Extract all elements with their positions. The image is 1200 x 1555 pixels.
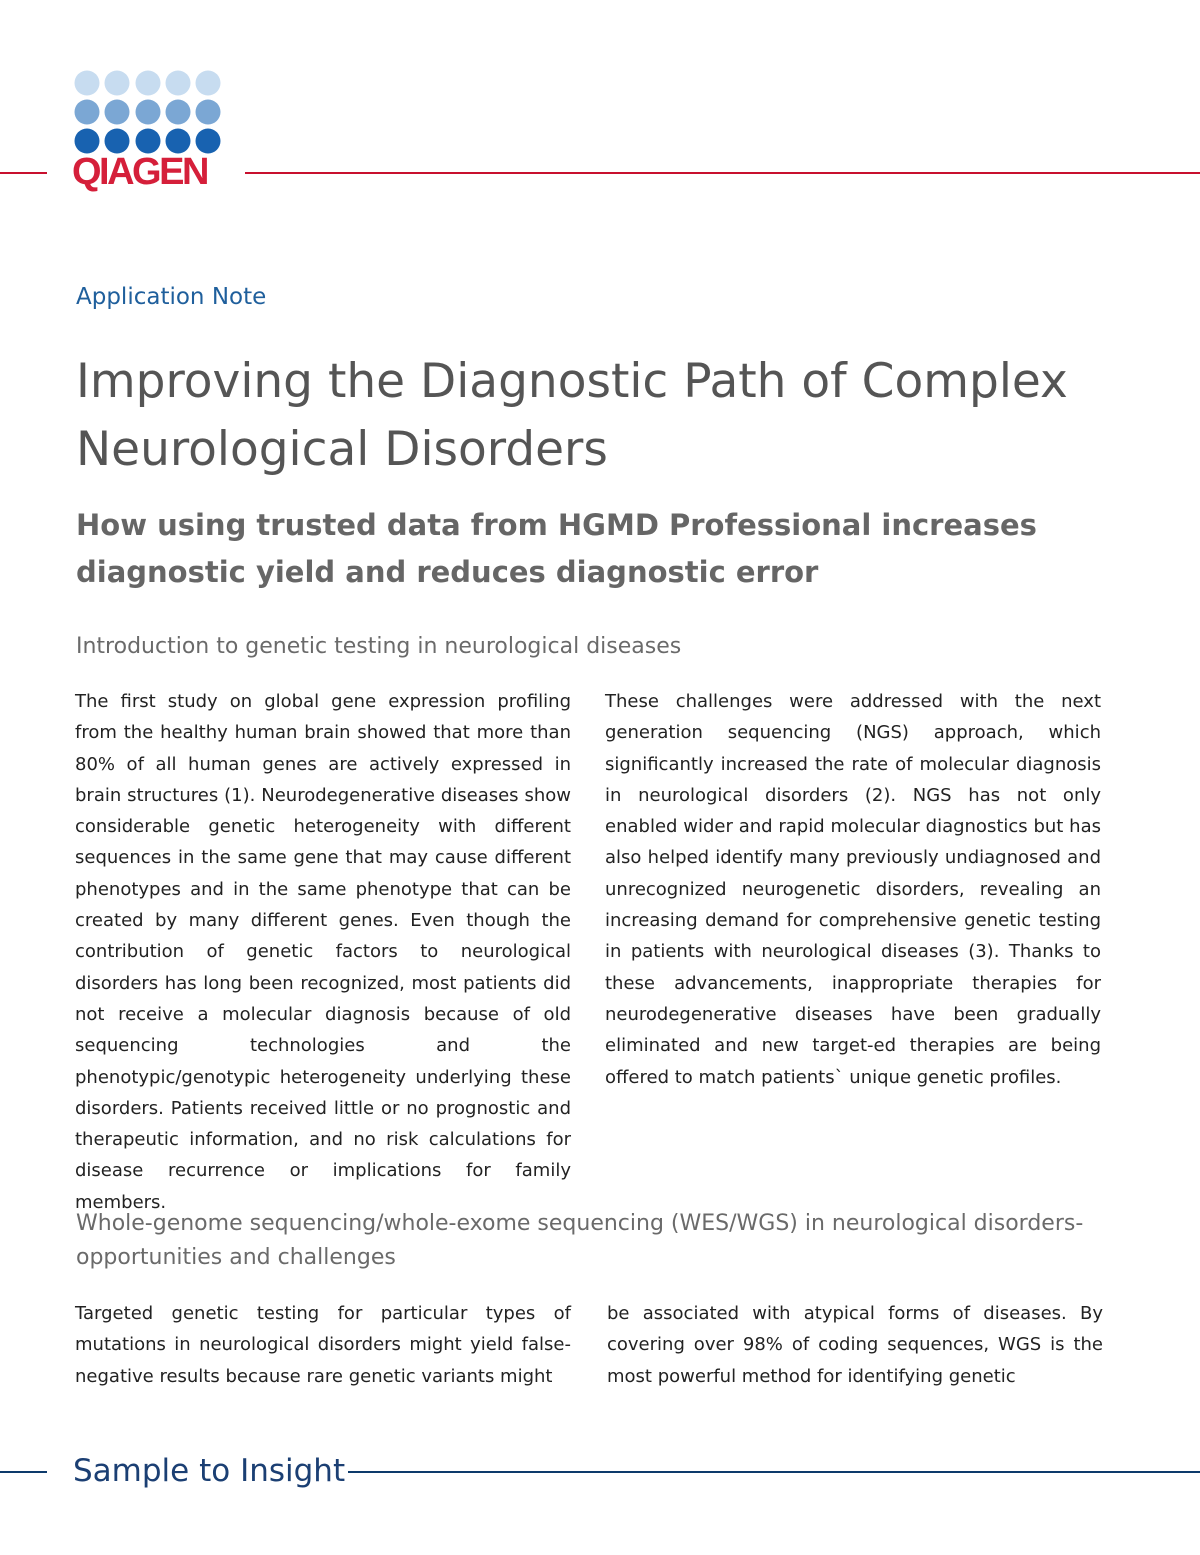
footer-rule-right bbox=[348, 1471, 1200, 1473]
body-paragraph-right: These challenges were addressed with the next generation sequencing (NGS) approach, which significantly increased the rate of molecular diagnosis in neurological disorders (2). NGS has not only enabled wider and rapid molecular diagnostics but has also helped identify many previously undiagnosed and unrecognized neurogenetic disorders, revealing an increasing demand for comprehensive genetic testing in patients with neurological diseases (3). Thanks to these advancements, inappropriate therapies for neurodegenerative diseases have been gradually eliminated and new target-ed therapies are being offered to match patients` unique genetic profiles. bbox=[605, 691, 1101, 1088]
page-title: Improving the Diagnostic Path of Complex Neurological Disorders bbox=[76, 354, 1068, 477]
document-type-label: Application Note bbox=[76, 284, 267, 310]
header-rule-right bbox=[245, 172, 1200, 174]
header-rule-left bbox=[0, 172, 47, 174]
page-subtitle: How using trusted data from HGMD Professional increases diagnostic yield and reduces diagnostic error bbox=[76, 508, 1037, 589]
body-paragraph-left: The first study on global gene expression profiling from the healthy human brain showed that more than 80% of all human genes are actively expressed in brain structures (1). Neurodegenerative diseases show considerable genetic heterogeneity with different sequences in the same gene that may cause different phenotypes and in the same phenotype that can be created by many different genes. Even though the contribution of genetic factors to neurological disorders has long been recognized, most patients did not receive a molecular diagnosis because of old sequencing technologies and the phenotypic/genotypic heterogeneity underlying these disorders. Patients received little or no prognostic and therapeutic information, and no risk calculations for disease recurrence or implications for family members. bbox=[75, 691, 571, 1213]
section-heading: Whole-genome sequencing/whole-exome sequencing (WES/WGS) in neurological disorders- opportunities and challenges bbox=[76, 1211, 1084, 1270]
footer-tagline: Sample to Insight bbox=[73, 1453, 346, 1489]
dot-row-light bbox=[75, 71, 221, 96]
dot-row-mid bbox=[75, 100, 221, 125]
footer-rule-left bbox=[0, 1471, 47, 1473]
qiagen-logo-wordmark: QIAGEN bbox=[72, 151, 207, 193]
qiagen-logo-dots-icon bbox=[73, 70, 223, 154]
section-heading: Introduction to genetic testing in neurological diseases bbox=[76, 634, 682, 659]
body-paragraph-right: be associated with atypical forms of diseases. By covering over 98% of coding sequences, WGS is the most powerful method for identifying genetic bbox=[607, 1303, 1103, 1387]
body-paragraph-left: Targeted genetic testing for particular types of mutations in neurological disorders might yield false-negative results because rare genetic variants might bbox=[75, 1303, 571, 1387]
